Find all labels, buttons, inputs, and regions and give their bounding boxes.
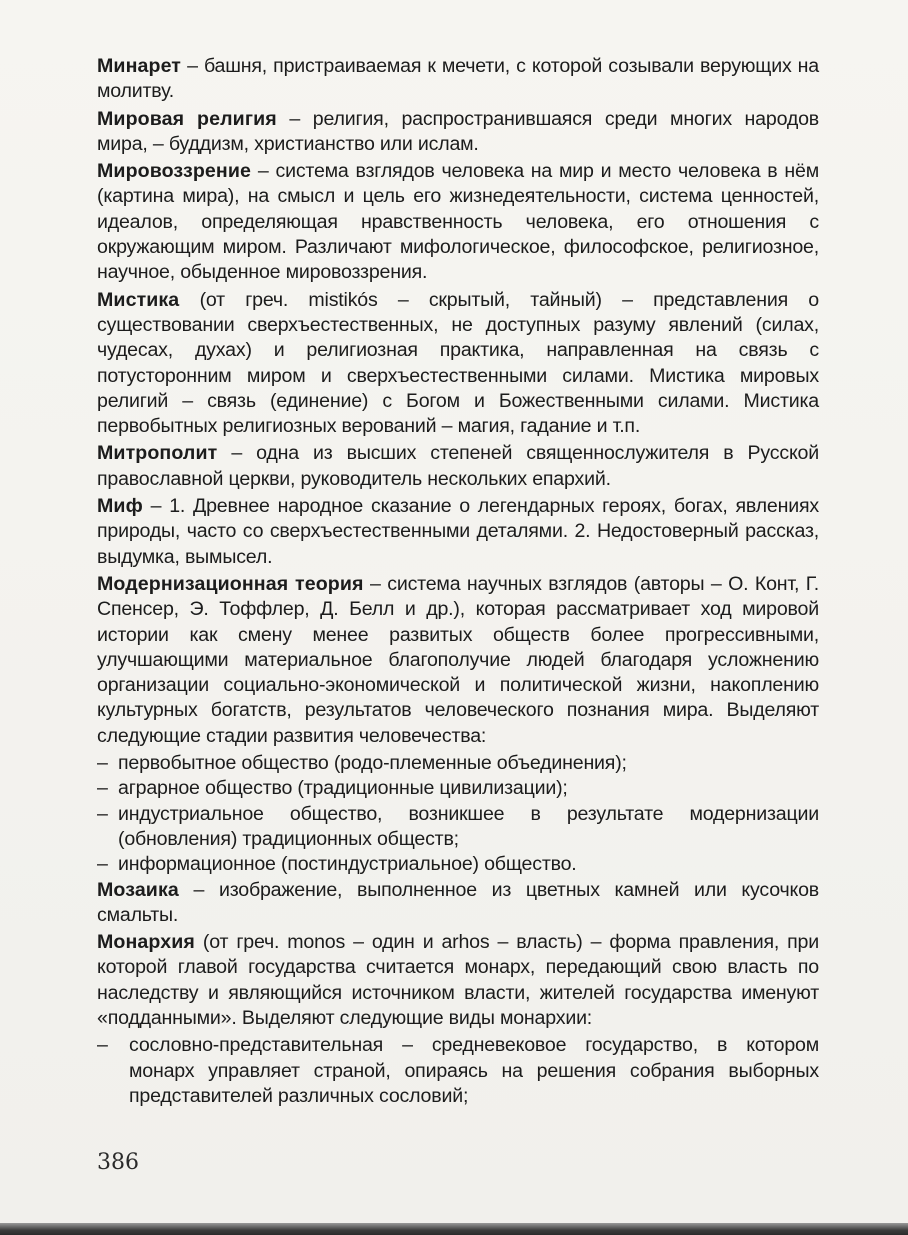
definition: – башня, пристраиваемая к мечети, с которой созывали верующих на молитву. — [97, 55, 819, 103]
term: Минарет — [97, 55, 182, 77]
list-dash: – — [97, 752, 108, 775]
entry-minaret — [97, 54, 819, 105]
entry-world-religion — [97, 107, 819, 158]
list-item-text: аграрное общество (традиционные цивилизации); — [118, 777, 568, 800]
entry-metropolitan — [97, 441, 819, 492]
definition: – религия, распространившаяся среди многих народов мира, – буддизм, христианство или ислам. — [97, 107, 819, 155]
term: Мистика — [97, 288, 180, 311]
term: Мозаика — [97, 878, 179, 901]
entry-monarchy — [97, 930, 819, 1031]
list-dash: – — [97, 777, 108, 800]
list-item-text: первобытное общество (родо-племенные объединения); — [118, 752, 627, 775]
stages-list — [97, 751, 819, 877]
definition: – система научных взглядов (авторы – О. Конт, Г. Спенсер, Э. Тоффлер, Д. Белл и др.), которая рассматривает ход мировой истории как смену менее развитых обществ более прогрессивными, улучшающими материальное благополучие людей благодаря усложнению организации социально-экономической и политической жизни, накоплению культурных богатств, результатов человеческого познания мира. Выделяют следующие стадии развития человечества: — [97, 572, 819, 747]
definition: – 1. Древнее народное сказание о легендарных героях, богах, явлениях природы, часто со сверхъестественными деталями. 2. Недостоверный рассказ, выдумка, вымысел. — [97, 495, 819, 568]
term: Монархия — [97, 931, 195, 954]
list-item — [97, 802, 819, 853]
glossary-text — [97, 54, 819, 1109]
entry-mosaic — [97, 878, 819, 929]
list-dash: – — [97, 802, 108, 825]
list-item-text: информационное (постиндустриальное) общество. — [118, 853, 577, 876]
entry-modernization-theory — [97, 572, 819, 749]
list-item — [97, 776, 819, 801]
entry-myth — [97, 494, 819, 570]
monarchy-types-list — [97, 1033, 819, 1109]
entry-worldview — [97, 159, 819, 285]
list-item-text: индустриальное общество, возникшее в результате модернизации (обновления) традиционных обществ; — [118, 802, 819, 850]
term: Мировоззрение — [97, 160, 251, 183]
list-item — [97, 852, 819, 877]
term: Мировая религия — [97, 107, 277, 130]
term: Миф — [97, 495, 143, 518]
definition: – изображение, выполненное из цветных камней или кусочков смальты. — [97, 878, 819, 926]
entry-mysticism — [97, 288, 819, 440]
definition: – одна из высших степеней священнослужителя в Русской православной церкви, руководитель нескольких епархий. — [97, 442, 819, 490]
scan-edge — [0, 1223, 908, 1235]
list-item — [97, 1033, 819, 1109]
definition: – система взглядов человека на мир и место человека в нём (картина мира), на смысл и цель его жизнедеятельности, система ценностей, идеалов, определяющая нравственность человека, его отношения с окружающим миром. Различают мифологическое, философское, религиозное, научное, обыденное мировоззрения. — [97, 160, 819, 284]
list-dash: – — [97, 1034, 108, 1057]
term: Митрополит — [97, 442, 218, 465]
list-item-text: сословно-представительная – средневековое государство, в котором монарх управляет страной, опираясь на решения собрания выборных представителей различных сословий; — [129, 1034, 819, 1107]
list-dash: – — [97, 853, 108, 876]
list-item — [97, 751, 819, 776]
page-number: 386 — [97, 1150, 139, 1175]
definition: (от греч. mistikós – скрытый, тайный) – представления о существовании сверхъестественных, не доступных разуму явлений (силах, чудесах, духах) и религиозная практика, направленная на связь с потусторонним миром и сверхъестественными силами. Мистика мировых религий – связь (единение) с Богом и Божественными силами. Мистика первобытных религиозных верований – магия, гадание и т.п. — [97, 288, 819, 438]
term: Модернизационная теория — [97, 572, 364, 595]
definition: (от греч. monos – один и arhos – власть) – форма правления, при которой главой государства считается монарх, передающий свою власть по наследству и являющийся источником власти, жителей государства именуют «подданными». Выделяют следующие виды монархии: — [97, 931, 819, 1029]
